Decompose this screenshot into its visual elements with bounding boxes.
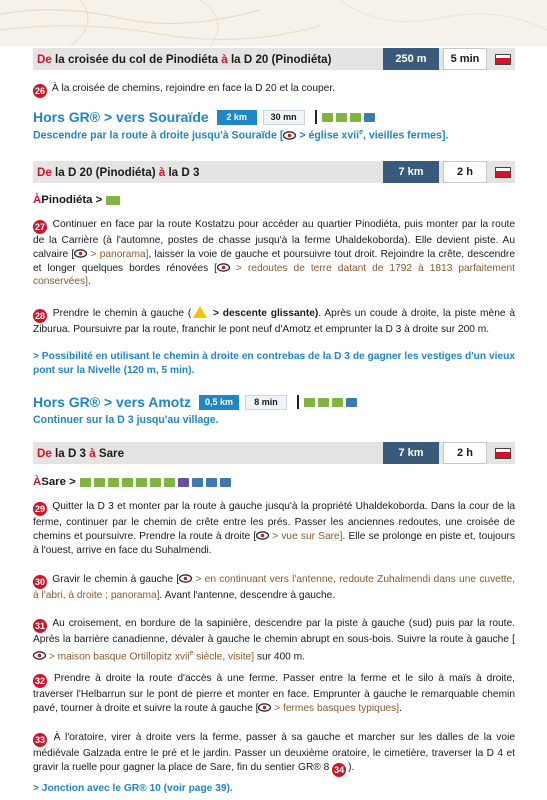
possibilite-note: > Possibilité en utilisant le chemin à droite en contrebas de la D 3 de gagner les vestiges d'un vieux pont sur la Nivelle (120 m, 5 min). <box>33 351 515 376</box>
separator <box>315 110 317 124</box>
eye-icon <box>258 703 271 712</box>
hors-gr-distance: 2 km <box>217 110 257 125</box>
atm-icon <box>206 478 217 487</box>
restaurant-icon <box>332 398 343 407</box>
info-icon <box>192 478 203 487</box>
step-number-badge: 26 <box>34 86 45 96</box>
step-number-badge: 30 <box>34 577 45 587</box>
step-number-badge: 29 <box>34 504 45 514</box>
step-number-badge: 32 <box>34 676 45 686</box>
camping-icon <box>336 113 347 122</box>
hors-gr-souraide: Hors GR® > vers Souraïde 2 km 30 mn <box>33 109 378 125</box>
hotel-icon <box>80 478 91 487</box>
hors-gr-amotz-note: Continuer sur la D 3 jusqu'au village. <box>33 414 219 426</box>
cafe-icon <box>178 478 189 487</box>
gr-flag-icon <box>495 54 511 65</box>
camping-icon <box>318 398 329 407</box>
shop-icon <box>150 478 161 487</box>
bus-icon <box>220 478 231 487</box>
eye-icon <box>33 651 46 660</box>
step-number-badge: 34 <box>334 764 345 775</box>
map-texture <box>0 0 547 46</box>
step-number-badge: 27 <box>34 222 45 232</box>
step-number-badge: 31 <box>34 621 45 631</box>
hors-gr-time: 30 mn <box>263 110 305 125</box>
section-title: De la D 20 (Pinodiéta) à la D 3 <box>37 165 200 179</box>
distance-badge: 7 km <box>383 442 439 464</box>
step-31: 31 Au croisement, en bordure de la sapinière, descendre par la piste à gauche (sud) puis par la route. Après la barrière canadienne, dévaler à gauche le chemin abrupt en sous-bois. Suivre la route à gauche [ > maison basque Ortillopitz xvii$^e$ siècle, visite] sur 400 m. <box>33 618 515 663</box>
restaurant-icon <box>164 478 175 487</box>
section-bar-2 <box>33 161 515 183</box>
section-title: De la croisée du col de Pinodiéta à la D 20 (Pinodiéta) <box>37 52 332 66</box>
hors-gr-souraide-note: Descendre par la route à droite jusqu'à Souraïde [ > église xvii$^e$, vieilles fermes]. <box>33 129 449 142</box>
step-number-badge: 33 <box>34 735 45 745</box>
eye-icon <box>283 131 296 140</box>
eye-icon <box>74 249 87 258</box>
gr-flag-icon <box>495 448 511 459</box>
section-bar-3 <box>33 442 515 464</box>
camping-icon <box>136 478 147 487</box>
time-badge: 2 h <box>443 442 487 464</box>
step-32: 32 Prendre à droite la route d'accès à une ferme. Passer entre la ferme et le silo à maïs à droite, traverser l'Helbarrun sur le pont de pierre et monter en face. Emprunter à gauche le remarquable chemin pavé, tourner à droite et suivre la route à gauche [ > fermes basques typiques]. <box>33 673 515 714</box>
eye-icon <box>217 263 230 272</box>
jonction-note: > Jonction avec le GR® 10 (voir page 39). <box>33 783 233 794</box>
section-bar-1 <box>33 48 515 70</box>
bus-icon <box>346 398 357 407</box>
time-badge: 5 min <box>443 48 487 70</box>
eye-icon <box>256 531 269 540</box>
step-27: 27 Continuer en face par la route Kostatzu pour accéder au quartier Pinodiéta, puis monter par la route de la Carrière (à l'automne, postes de chasse jusqu'à la ferme Uhaldekoborda). Elle devient piste. Au calvaire [ > panorama], laisser la voie de gauche et poursuivre tout droit. Rejoindre la crête, descendre et longer quelques bordes rénovées [ > redoutes de terre datant de 1792 à 1813 parfaitement conservées]. <box>33 219 515 288</box>
destination-pinodieta: À Pinodiéta > <box>33 194 123 206</box>
time-badge: 2 h <box>443 161 487 183</box>
step-28: 28 Prendre le chemin à gauche ( > descente glissante). Après un coude à droite, la piste mène à Ziburua. Poursuivre par la route, franchir le pont neuf d'Amotz et emprunter la D 3 à droite sur 200 m. <box>33 308 515 335</box>
warning-icon <box>193 306 207 318</box>
distance-badge: 7 km <box>383 161 439 183</box>
picnic-icon <box>106 196 120 205</box>
step-number-badge: 28 <box>34 311 45 321</box>
guesthouse-icon <box>94 478 105 487</box>
hors-gr-amotz: Hors GR® > vers Amotz 0,5 km 8 min <box>33 394 360 410</box>
gite-icon <box>108 478 119 487</box>
section-title: De la D 3 à Sare <box>37 446 125 460</box>
step-29: 29 Quitter la D 3 et monter par la route à gauche jusqu'à la propriété Uhaldekoborda. Dans la cour de la ferme, continuer par le chemin de crête entre les prés. Passer les anciennes redoutes, une croisée de chemins et poursuivre. Prendre la route à droite [ > vue sur Sare]. Elle se prolonge en piste et, toujours à l'ouest, arrive en face du Suhalmendi. <box>33 501 515 556</box>
eye-icon <box>179 574 192 583</box>
bus-icon <box>364 113 375 122</box>
gr-flag-icon <box>495 167 511 178</box>
lodging-icon <box>322 113 333 122</box>
step-26: 26 À la croisée de chemins, rejoindre en face la D 20 et la couper. <box>34 83 335 96</box>
step-33: 33 À l'oratoire, virer à droite vers la ferme, passer à sa gauche et marcher sur les dalles de la voie médiévale Galzada entre le pré et le jardin. Passer un deuxième oratoire, le cimetière, traverser la D 4 et gravir la ruelle pour gagner la place de Sare, fin du sentier GR® 8 34 ). <box>33 732 515 775</box>
destination-sare: À Sare > <box>33 476 234 488</box>
hors-gr-distance: 0,5 km <box>199 395 239 410</box>
hors-gr-time: 8 min <box>245 395 287 410</box>
map-header-decoration <box>0 0 547 46</box>
step-30: 30 Gravir le chemin à gauche [ > en continuant vers l'antenne, redoute Zuhalmendi dans une cuvette, à l'abri, à droite ; panorama]. Avant l'antenne, descendre à gauche. <box>33 574 515 601</box>
separator <box>297 395 299 409</box>
lodging-icon <box>304 398 315 407</box>
picnic-icon <box>122 478 133 487</box>
distance-badge: 250 m <box>383 48 439 70</box>
restaurant-icon <box>350 113 361 122</box>
